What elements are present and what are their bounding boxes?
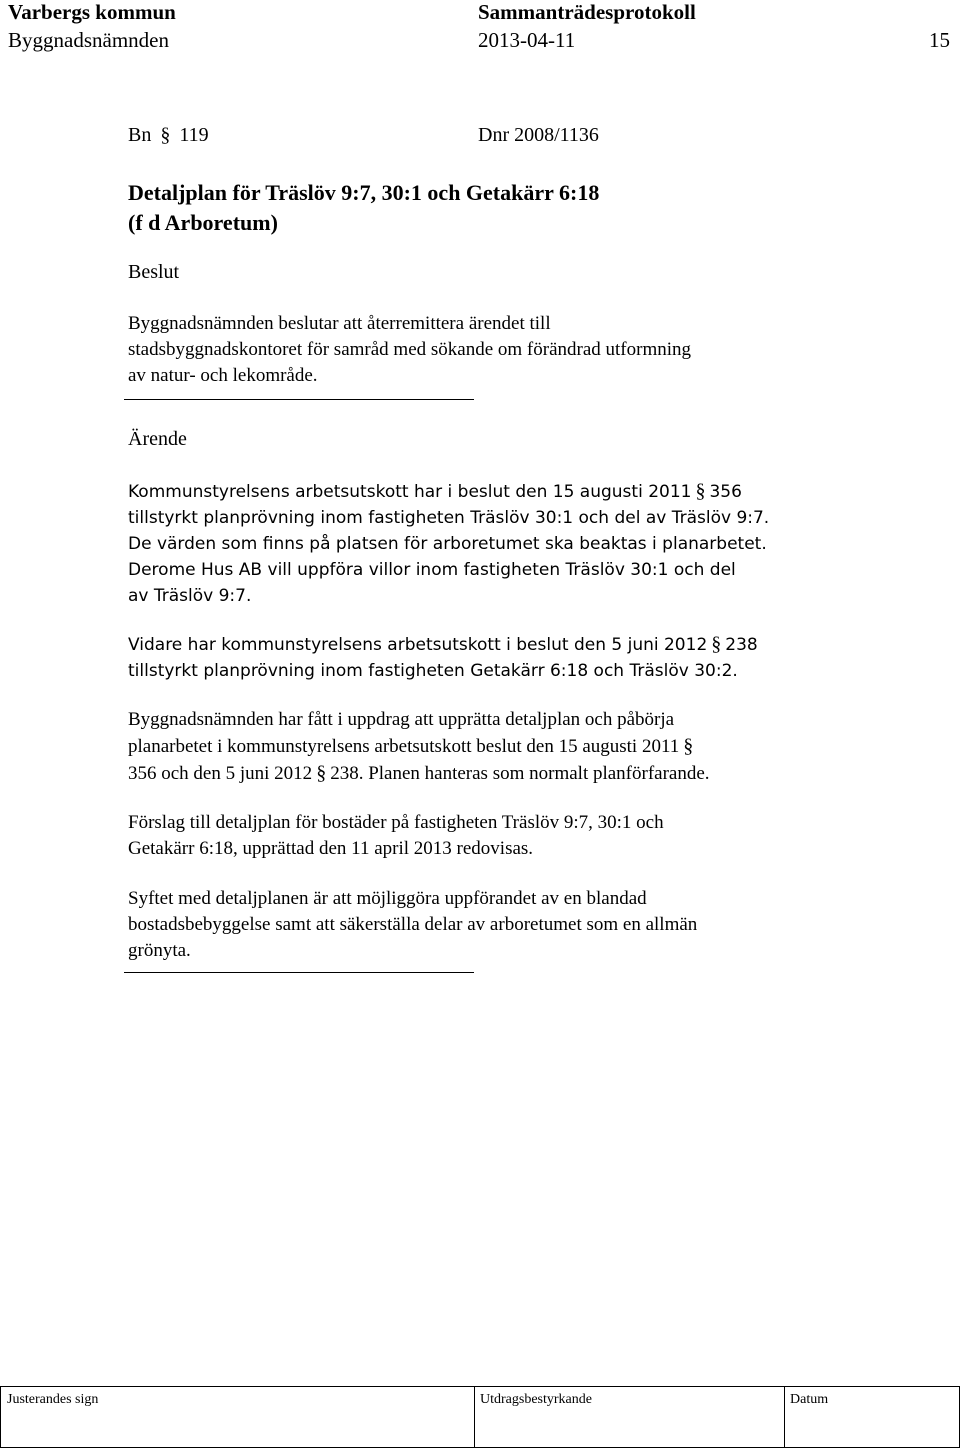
text-line: grönyta. bbox=[128, 940, 191, 961]
arende-paragraph-5 bbox=[128, 886, 808, 964]
section-symbol: § bbox=[711, 633, 722, 655]
text-line: 238. Planen hanteras som normalt planförfarande. bbox=[330, 763, 710, 784]
beslut-line: av natur- och lekområde. bbox=[128, 365, 318, 386]
text-line: av Träslöv 9:7. bbox=[128, 586, 252, 606]
section-symbol: § bbox=[683, 735, 694, 757]
case-number bbox=[128, 124, 209, 147]
arende-paragraph-3 bbox=[128, 707, 808, 787]
text-line: Förslag till detaljplan för bostäder på fastigheten Träslöv 9:7, 30:1 och bbox=[128, 812, 664, 833]
extract-label: Utdragsbestyrkande bbox=[480, 1392, 592, 1407]
page-number: 15 bbox=[929, 28, 950, 52]
extract-cell bbox=[474, 1387, 785, 1447]
section-symbol: § bbox=[160, 124, 171, 146]
beslut-heading: Beslut bbox=[128, 261, 180, 283]
sign-cell bbox=[1, 1387, 475, 1447]
section-divider bbox=[124, 399, 474, 400]
arende-paragraph-2 bbox=[128, 631, 808, 684]
beslut-line: Byggnadsnämnden beslutar att återremittera ärendet till bbox=[128, 313, 551, 334]
text-line: tillstyrkt planprövning inom fastigheten Getakärr 6:18 och Träslöv 30:2. bbox=[128, 661, 738, 681]
date-cell bbox=[784, 1387, 959, 1447]
case-title bbox=[128, 178, 599, 238]
text-line: Byggnadsnämnden har fått i uppdrag att upprätta detaljplan och påbörja bbox=[128, 709, 675, 730]
text-line: Syftet med detaljplanen är att möjliggöra uppförandet av en blandad bbox=[128, 888, 647, 909]
text-line: Vidare har kommunstyrelsens arbetsutskott i beslut den 5 juni 2012 bbox=[128, 635, 708, 655]
text-line: Derome Hus AB vill uppföra villor inom fastigheten Träslöv 30:1 och del bbox=[128, 560, 736, 580]
section-symbol: § bbox=[316, 762, 327, 784]
text-line: tillstyrkt planprövning inom fastigheten Träslöv 30:1 och del av Träslöv 9:7. bbox=[128, 508, 770, 528]
text-line: 356 bbox=[709, 482, 742, 502]
section-symbol: § bbox=[695, 480, 706, 502]
section-divider bbox=[124, 972, 474, 973]
document-type: Sammanträdesprotokoll bbox=[478, 0, 696, 24]
text-line: bostadsbebyggelse samt att säkerställa delar av arboretumet som en allmän bbox=[128, 914, 698, 935]
case-title-line: Detaljplan för Träslöv 9:7, 30:1 och Getakärr 6:18 bbox=[128, 180, 600, 205]
date-label: Datum bbox=[790, 1392, 829, 1407]
case-title-line: (f d Arboretum) bbox=[128, 210, 278, 235]
beslut-line: stadsbyggnadskontoret för samråd med sökande om förändrad utformning bbox=[128, 339, 692, 360]
committee-name: Byggnadsnämnden bbox=[8, 28, 169, 52]
text-line: De värden som finns på platsen för arboretumet ska beaktas i planarbetet. bbox=[128, 534, 767, 554]
arende-paragraph-1 bbox=[128, 478, 808, 609]
organization-name: Varbergs kommun bbox=[8, 0, 176, 24]
text-line: 356 och den 5 juni 2012 bbox=[128, 763, 313, 784]
arende-heading: Ärende bbox=[128, 428, 187, 450]
text-line: 238 bbox=[725, 635, 758, 655]
sign-label: Justerandes sign bbox=[7, 1392, 99, 1407]
bn-label: Bn bbox=[128, 124, 152, 146]
dnr-number: Dnr 2008/1136 bbox=[478, 124, 599, 146]
bn-number: 119 bbox=[179, 124, 209, 146]
text-line: planarbetet i kommunstyrelsens arbetsutskott beslut den 15 augusti 2011 bbox=[128, 736, 680, 757]
signature-footer bbox=[0, 1386, 960, 1448]
text-line: Getakärr 6:18, upprättad den 11 april 2013 redovisas. bbox=[128, 838, 534, 859]
text-line: Kommunstyrelsens arbetsutskott har i beslut den 15 augusti 2011 bbox=[128, 482, 692, 502]
meeting-date: 2013-04-11 bbox=[478, 28, 576, 52]
beslut-text bbox=[128, 311, 808, 389]
arende-paragraph-4 bbox=[128, 810, 808, 862]
